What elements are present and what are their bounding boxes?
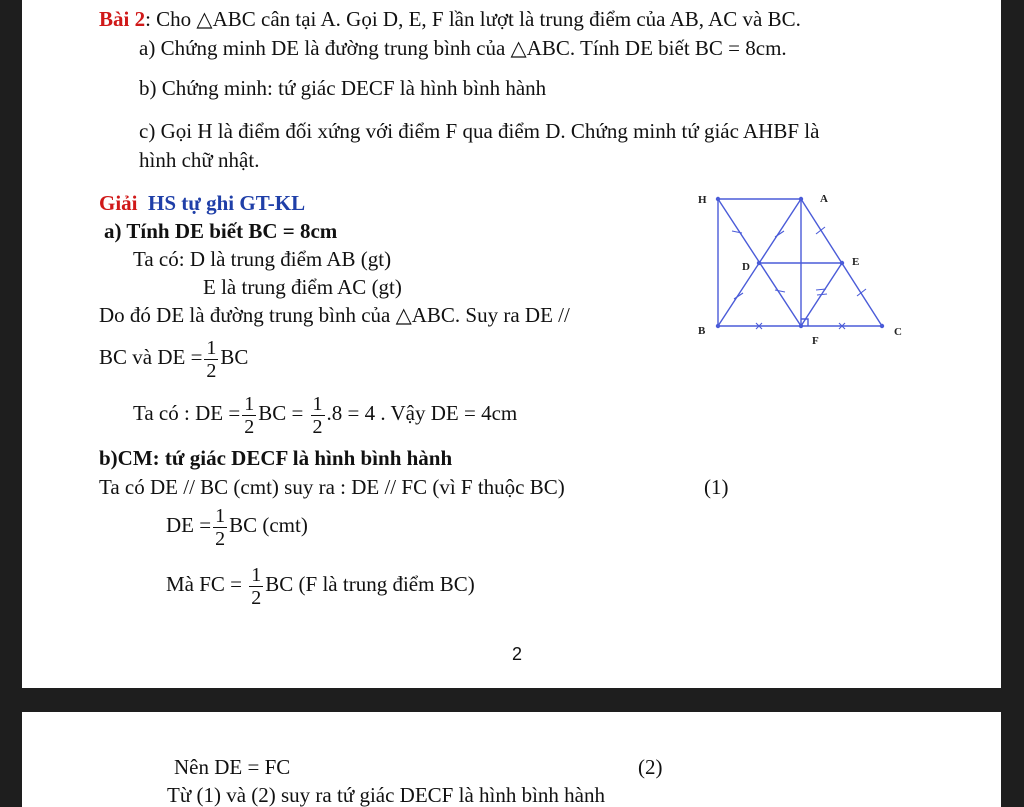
fraction-half xyxy=(204,337,218,382)
fraction-half xyxy=(249,564,263,609)
part-b-line2 xyxy=(166,498,308,552)
calc-suffix: .8 = 4 . Vậy DE = 4cm xyxy=(326,401,518,425)
fraction-numerator: 1 xyxy=(312,392,323,415)
tick-HD xyxy=(732,231,742,233)
part-b-line4-number: (2) xyxy=(638,755,663,779)
label-A: A xyxy=(820,193,828,205)
fraction-denominator: 2 xyxy=(312,415,323,438)
fraction-denominator: 2 xyxy=(251,586,262,609)
label-D: D xyxy=(742,261,750,273)
part-b-line3 xyxy=(166,557,475,611)
giai-label: Giải xyxy=(99,191,138,215)
part-a-line4-suffix: BC xyxy=(220,345,249,369)
b-line3-suffix: BC (F là trung điểm BC) xyxy=(265,572,475,596)
fraction-half xyxy=(213,505,227,550)
calc-mid: BC = xyxy=(258,401,304,425)
problem-part-b: b) Chứng minh: tứ giác DECF là hình bình hành xyxy=(139,76,547,100)
fraction-numerator: 1 xyxy=(206,336,217,359)
part-b-heading: b)CM: tứ giác DECF là hình bình hành xyxy=(99,446,453,470)
part-b-line5: Từ (1) và (2) suy ra tứ giác DECF là hình bình hành xyxy=(167,783,606,807)
problem-text: : Cho △ABC cân tại A. Gọi D, E, F lần lượt là trung điểm của AB, AC và BC. xyxy=(145,7,801,31)
label-F: F xyxy=(812,335,819,347)
problem-label: Bài 2 xyxy=(99,7,146,31)
part-a-line4-prefix: BC và DE = xyxy=(99,345,203,369)
part-b-line1-number: (1) xyxy=(704,475,729,499)
tick-DF xyxy=(775,290,785,292)
part-a-line3: Do đó DE là đường trung bình của △ABC. Suy ra DE // xyxy=(99,303,570,327)
b-line2-suffix: BC (cmt) xyxy=(229,513,308,537)
problem-part-c-line2: hình chữ nhật. xyxy=(139,148,260,172)
fraction-numerator: 1 xyxy=(215,504,226,527)
part-b-line4: Nên DE = FC xyxy=(174,755,291,779)
giai-note: HS tự ghi GT-KL xyxy=(148,191,306,215)
fraction-half xyxy=(242,393,256,438)
b-line2-prefix: DE = xyxy=(166,513,212,537)
label-B: B xyxy=(698,325,706,337)
fraction-numerator: 1 xyxy=(244,392,255,415)
fraction-numerator: 1 xyxy=(251,563,262,586)
fraction-denominator: 2 xyxy=(206,359,217,382)
solution-heading xyxy=(99,191,305,215)
tick-EF-2 xyxy=(817,294,827,295)
b-line3-prefix: Mà FC = xyxy=(166,572,243,596)
fraction-denominator: 2 xyxy=(215,527,226,550)
label-H: H xyxy=(698,194,707,206)
document-page-1 xyxy=(22,0,1001,688)
label-C: C xyxy=(894,326,902,338)
document-page-2 xyxy=(22,712,1001,807)
problem-statement xyxy=(99,7,801,31)
problem-part-c-line1: c) Gọi H là điểm đối xứng với điểm F qua điểm D. Chứng minh tứ giác AHBF là xyxy=(139,119,820,143)
fraction-denominator: 2 xyxy=(244,415,255,438)
part-a-line2: E là trung điểm AC (gt) xyxy=(203,275,402,299)
calc-prefix: Ta có : DE = xyxy=(133,401,241,425)
label-E: E xyxy=(852,256,860,268)
fraction-half xyxy=(311,393,325,438)
geometry-figure xyxy=(692,186,922,351)
problem-part-a: a) Chứng minh DE là đường trung bình của △ABC. Tính DE biết BC = 8cm. xyxy=(139,36,787,60)
part-a-heading: a) Tính DE biết BC = 8cm xyxy=(104,219,338,243)
part-a-line4 xyxy=(99,330,248,384)
part-b-line1: Ta có DE // BC (cmt) suy ra : DE // FC (vì F thuộc BC) xyxy=(99,475,565,499)
part-a-line1: Ta có: D là trung điểm AB (gt) xyxy=(133,247,392,271)
tick-AE-1 xyxy=(816,227,825,234)
part-a-calculation xyxy=(133,386,517,440)
page-number: 2 xyxy=(512,644,523,664)
